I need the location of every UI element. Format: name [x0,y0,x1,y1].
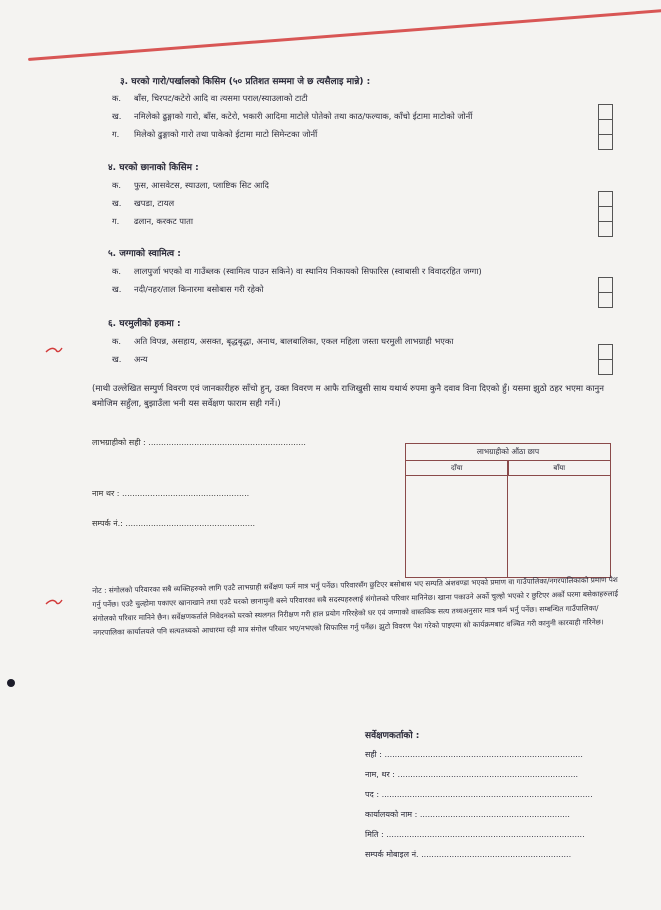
q4-item-ga [112,216,193,227]
beneficiary-contact-field[interactable]: सम्पर्क नं.: ................................................... [92,519,256,528]
q6-item-kha [112,354,148,365]
thumbprint-divider [507,460,508,577]
q5-checkboxes [598,277,613,308]
q4-item-ga-letter: ग. [112,216,120,226]
q3-item-ga [112,129,317,140]
q6-checkboxes [598,344,613,375]
thumbprint-left-label: बाँया [553,464,566,472]
q6-item-ka-letter: क. [112,336,122,346]
ink-blot-mark [4,676,18,690]
q6-item-ka-text: अति विपन्न, असहाय, असक्त, बृद्धबृद्धा, अनाथ, बालबालिका, एकल महिला जस्ता घरमुली लाभग्राही भएका [134,336,454,346]
q6-title: ६. घरमुलीको हकमा : [108,319,181,329]
q5-item-kha-text: नदी/नहर/ताल किनारमा बसोबास गरी रहेको [134,284,264,294]
q3-title: ३. घरको गारो/पर्खालको किसिम (५० प्रतिशत सम्ममा जे छ त्यसैलाइ मान्ने) : [120,77,371,87]
q6-item-kha-text: अन्य [134,354,148,364]
q4-item-kha-letter: ख. [112,198,122,208]
surveyor-name-field[interactable]: नाम, थर : ....................................................................... [365,770,579,779]
q3-item-ka-letter: क. [112,93,122,103]
q3-item-ga-letter: ग. [112,129,120,139]
q5-checkbox-kha[interactable] [599,293,612,307]
q4-item-ga-text: ढलान, करकट पाता [134,216,194,226]
surveyor-post-field[interactable]: पद : ................................................................................... [365,790,593,799]
q4-item-ka [112,180,269,191]
q6-checkbox-kha[interactable] [599,360,612,374]
q5-item-ka-letter: क. [112,266,122,276]
q5-item-kha-letter: ख. [112,284,122,294]
thumbprint-box [405,443,611,578]
surveyor-date-field[interactable]: मिति : .............................................................................. [365,830,585,839]
q4-checkbox-ka[interactable] [599,192,612,207]
surveyor-title: सर्वेक्षणकर्ताको : [365,731,420,741]
beneficiary-name-field[interactable]: नाम थर : .................................................. [92,489,250,498]
q5-item-ka-text: लालपुर्जा भएको वा गाउँब्लक (स्वामित्व पाउन सकिने) वा स्थानिय निकायको सिफारिस (स्वाबासी र विवादरहित जग्गा) [134,266,482,276]
q3-item-ka [112,93,308,104]
q4-item-kha [112,198,174,209]
red-tick-mark [44,596,64,610]
q3-checkboxes [598,104,613,150]
q3-checkbox-ka[interactable] [599,105,612,120]
q5-item-ka [112,266,482,277]
red-ink-stroke [28,7,661,61]
surveyor-signature-field[interactable]: सही : .............................................................................. [365,750,583,759]
note-text: नोट : संगोलको परिवारका सबै व्यक्तिहरुको लागि एउटै लाभग्राही सर्वेक्षण फर्म मात्र भर्नु पर्नेछ। परिवारसँग छुटिएर बसोबास भए सम्पति अंशवण्डा भएको प्रमाण वा गाउँपालिका/नगरपालिकाको प्रमाण पेश गर्नु पर्नेछ। एउटै चुल्होमा पकाएर खानाखाने तथा एउटै घरको छानामुनी बस्ने परिवारका सबै सदस्यहरुलाई संगोलको परिवार मानिनेछ। खाना पकाउने अर्को चुल्हो भएको र छुटिएर अर्को घरमा बसेकाहरुलाई संगोलको परिवार मानिने छैन। सर्वेक्षणकर्ताले निवेदनको घरको स्थलगत निरीक्षण गरी हाल प्रयोग गरिरहेको घर एवं जग्गाको वास्तविक सत्य तथ्यअनुसार मात्र फर्म भर्नु पर्नेछ। सम्बन्धित गाउँपालिका/नगरपालिका कार्यालयले पनि सत्यतथ्यको आधारमा रही मात्र संगोल परिवार भए/नभएको सिफारिस गर्नु पर्नेछ। झुटो विवरण पेश गरेको पाइएमा सो कार्यक्रमबाट वञ्चित गरी कानुनी कारवाही गरिनेछ। [92,574,619,637]
q3-item-kha [112,111,472,122]
thumbprint-title: लाभग्राहीको औंठा छाप [406,444,610,461]
q4-checkboxes [598,191,613,237]
beneficiary-signature-field[interactable]: लाभग्राहीको सही : .............................................................. [92,438,306,447]
q3-item-kha-letter: ख. [112,111,122,121]
red-tick-mark [44,344,64,358]
surveyor-office-field[interactable]: कार्यालयको नाम : ........................................................... [365,810,570,819]
q3-item-ka-text: बाँस, चिरपट/कटेरो आदि वा त्यसमा पराल/स्याउलाको टाटी [134,93,308,103]
q6-checkbox-ka[interactable] [599,345,612,360]
q4-item-kha-text: खपडा, टायल [134,198,175,208]
q6-item-ka [112,336,453,347]
q3-item-ga-text: मिलेको ढुङ्गाको गारो तथा पाकेको ईटामा माटो सिमेन्टका जोर्नी [134,129,318,139]
q6-item-kha-letter: ख. [112,354,122,364]
q4-title: ४. घरको छानाको किसिम : [108,163,199,173]
q4-item-ka-text: फुस, आसवेटस, स्याउला, प्लाष्टिक सिट आदि [134,180,269,190]
q5-title: ५. जग्गाको स्वामित्व : [108,249,181,259]
surveyor-mobile-field[interactable]: सम्पर्क मोबाइल नं. ........................................................... [365,850,572,859]
declaration-text: (माथी उल्लेखित सम्पुर्ण विवरण एवं जानकारीहरु साँचो हुन्, उक्त विवरण म आफै राजिखुसी साथ यथार्थ रुपमा कुनै दवाव विना दिएको हुँ। यसमा झुठो ठहर भएमा कानुन बमोजिम सहुँला, बुझाउँला भनी यस सर्वेक्षण फाराम सही गर्ने।) [92,384,604,409]
q5-checkbox-ka[interactable] [599,278,612,293]
q3-checkbox-kha[interactable] [599,120,612,135]
q3-item-kha-text: नमिलेको ढुङ्गाको गारो, बाँस, कटेरो, भकारी आदिमा माटोले पोतेको तथा काठ/फल्याक, काँचो ईटामा माटोको जोर्नी [134,111,473,121]
q5-item-kha [112,284,264,295]
q4-checkbox-ga[interactable] [599,222,612,236]
q4-checkbox-kha[interactable] [599,207,612,222]
thumbprint-headers [406,461,610,476]
thumbprint-right-label: दाँया [406,461,509,475]
q3-checkbox-ga[interactable] [599,135,612,149]
q4-item-ka-letter: क. [112,180,122,190]
